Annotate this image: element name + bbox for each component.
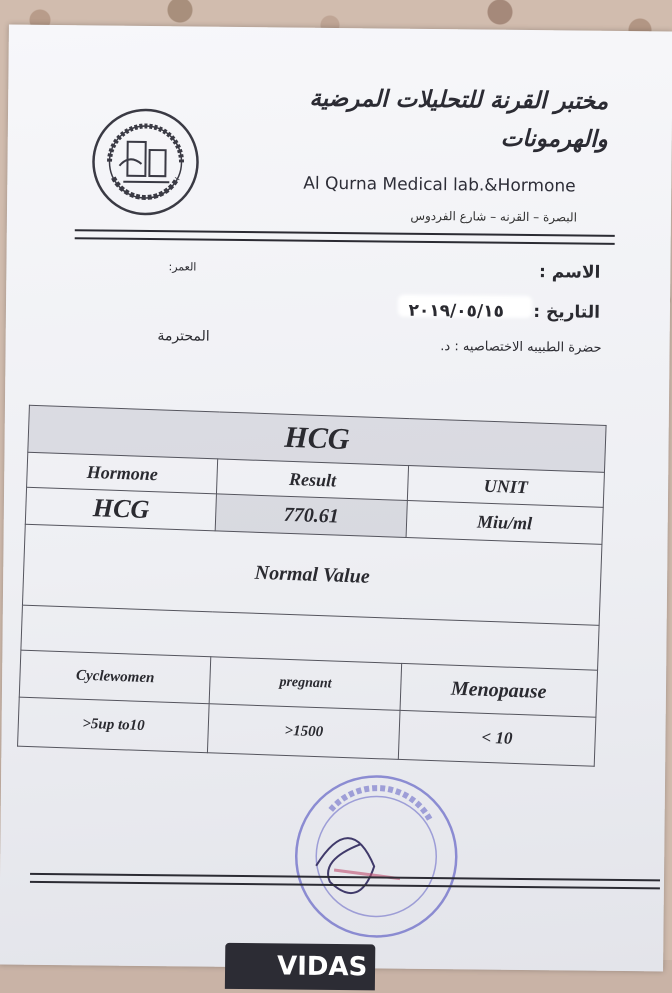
header-divider: [75, 229, 615, 245]
test-title: HCG: [28, 405, 606, 472]
name-label: الاسم :: [506, 262, 600, 283]
date-value: ٢٠١٩/٠٥/١٥: [368, 300, 504, 321]
ref-value-cyclewomen: >5up to10: [18, 697, 210, 753]
lab-address: البصرة – القرنه – شارع الفردوس: [367, 208, 577, 224]
row-unit: Miu/ml: [406, 501, 603, 545]
doctor-label: حضرة الطبيبه الاختصاصيه : د.: [346, 338, 602, 356]
row-result: 770.61: [216, 494, 408, 538]
ref-header-pregnant: pregnant: [210, 657, 402, 711]
signature-stamp: [289, 770, 463, 944]
ref-value-pregnant: >1500: [208, 704, 400, 760]
ref-header-cyclewomen: Cyclewomen: [19, 650, 211, 704]
honorific: المحترمة: [124, 328, 210, 345]
vidas-logo-text: VIDAS: [277, 951, 368, 982]
vidas-logo: [225, 943, 375, 991]
header-result: Result: [217, 459, 409, 501]
ref-value-menopause: < 10: [398, 710, 596, 766]
lab-report-paper: [0, 25, 672, 972]
date-label: التاريخ :: [506, 302, 600, 323]
lab-seal-logo: [89, 105, 202, 218]
age-label: العمر:: [136, 260, 196, 274]
row-hormone: HCG: [25, 487, 217, 531]
ref-header-menopause: Menopause: [400, 663, 598, 717]
lab-name-arabic: مختبر القرنة للتحليلات المرضية والهرمونات: [278, 79, 609, 158]
header-hormone: Hormone: [27, 452, 219, 494]
hcg-result-table: [17, 405, 607, 767]
lab-name-english: Al Qurna Medical lab.&Hormone: [303, 174, 576, 197]
normal-value-title: Normal Value: [22, 524, 601, 625]
header-unit: UNIT: [407, 466, 604, 508]
